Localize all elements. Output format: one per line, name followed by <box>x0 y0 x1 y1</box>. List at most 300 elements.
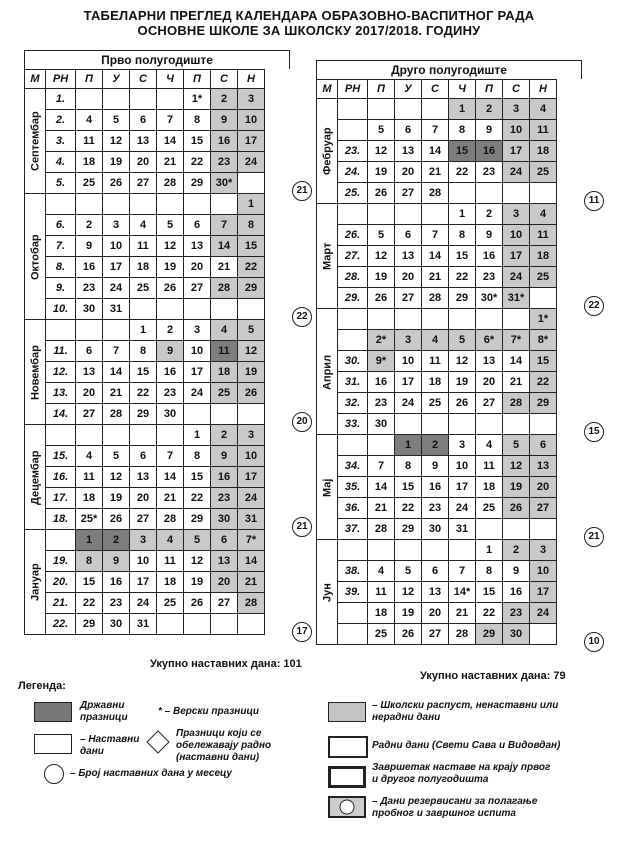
week-number <box>338 540 368 561</box>
legend-working-days: Радни дани (Свети Сава и Видовдан) <box>372 740 561 751</box>
day-cell: 20 <box>476 372 503 393</box>
week-number: 9. <box>46 278 76 299</box>
day-cell: 3 <box>238 425 265 446</box>
day-cell: 21 <box>368 498 395 519</box>
title-line-1: ТАБЕЛАРНИ ПРЕГЛЕД КАЛЕНДАРА ОБРАЗОВНО-ВАСПИТНОГ РАДА <box>83 8 535 23</box>
day-cell: 21 <box>211 257 238 278</box>
week-number: 26. <box>338 225 368 246</box>
day-cell <box>368 540 395 561</box>
day-cell: 5 <box>238 320 265 341</box>
day-cell: 22 <box>476 603 503 624</box>
day-cell: 25 <box>211 383 238 404</box>
day-cell: 20 <box>211 572 238 593</box>
day-cell: 19 <box>103 488 130 509</box>
day-cell: 26 <box>368 183 395 204</box>
day-cell <box>130 89 157 110</box>
day-cell <box>368 309 395 330</box>
day-cell: 18 <box>368 603 395 624</box>
day-cell: 17 <box>238 467 265 488</box>
day-cell: 31* <box>503 288 530 309</box>
day-cell: 31 <box>449 519 476 540</box>
day-cell: 14 <box>211 236 238 257</box>
day-cell: 29 <box>184 509 211 530</box>
day-cell: 1 <box>130 320 157 341</box>
day-cell <box>103 320 130 341</box>
day-cell: 24 <box>530 603 557 624</box>
day-cell: 21 <box>103 383 130 404</box>
day-cell: 13 <box>184 236 211 257</box>
month-label: Јун <box>317 540 338 645</box>
day-cell: 25 <box>130 278 157 299</box>
legend-teaching-days: – Наставни дани <box>80 734 140 757</box>
day-cell: 13 <box>130 131 157 152</box>
day-cell: 15 <box>530 351 557 372</box>
day-cell: 29 <box>449 288 476 309</box>
day-cell: 29 <box>238 278 265 299</box>
day-cell: 22 <box>395 498 422 519</box>
table-row <box>317 561 557 582</box>
column-header: РН <box>46 70 76 89</box>
column-header: П <box>476 80 503 99</box>
day-cell <box>130 425 157 446</box>
day-cell: 31 <box>103 299 130 320</box>
day-cell <box>130 299 157 320</box>
table-row <box>25 551 265 572</box>
day-cell: 6* <box>476 330 503 351</box>
week-number: 18. <box>46 509 76 530</box>
day-cell: 2 <box>211 425 238 446</box>
day-cell: 21 <box>238 572 265 593</box>
table-row <box>25 383 265 404</box>
day-cell <box>422 99 449 120</box>
day-cell: 19 <box>449 372 476 393</box>
day-cell: 29 <box>130 404 157 425</box>
month-count-circle: 21 <box>292 517 312 537</box>
day-cell: 31 <box>238 509 265 530</box>
day-cell: 3 <box>395 330 422 351</box>
column-header: С <box>422 80 449 99</box>
day-cell: 15 <box>184 131 211 152</box>
day-cell: 1* <box>184 89 211 110</box>
day-cell: 14 <box>238 551 265 572</box>
day-cell: 29 <box>395 519 422 540</box>
day-cell: 4 <box>530 99 557 120</box>
week-number: 14. <box>46 404 76 425</box>
table-row <box>317 351 557 372</box>
table-row <box>317 456 557 477</box>
day-cell: 9 <box>211 446 238 467</box>
day-cell: 20 <box>130 152 157 173</box>
day-cell: 30 <box>103 614 130 635</box>
day-cell: 23 <box>476 267 503 288</box>
table-row <box>25 530 265 551</box>
day-cell: 26 <box>103 173 130 194</box>
day-cell: 30 <box>368 414 395 435</box>
day-cell: 11 <box>130 236 157 257</box>
first-semester-table <box>24 69 265 635</box>
table-row <box>317 99 557 120</box>
day-cell: 4 <box>76 110 103 131</box>
month-label: Октобар <box>25 194 46 320</box>
week-number: 30. <box>338 351 368 372</box>
week-number: 24. <box>338 162 368 183</box>
day-cell: 7 <box>157 446 184 467</box>
day-cell: 12 <box>238 341 265 362</box>
week-number: 7. <box>46 236 76 257</box>
day-cell: 3 <box>130 530 157 551</box>
day-cell: 21 <box>422 162 449 183</box>
week-number <box>46 320 76 341</box>
day-cell: 12 <box>103 467 130 488</box>
week-number: 23. <box>338 141 368 162</box>
month-label: Април <box>317 309 338 435</box>
day-cell: 24 <box>449 498 476 519</box>
column-header: С <box>211 70 238 89</box>
day-cell: 9 <box>103 551 130 572</box>
table-header-row <box>317 80 557 99</box>
day-cell: 2 <box>76 215 103 236</box>
day-cell: 21 <box>422 267 449 288</box>
day-cell: 7 <box>368 456 395 477</box>
week-number: 10. <box>46 299 76 320</box>
day-cell: 23 <box>211 152 238 173</box>
week-number: 15. <box>46 446 76 467</box>
second-semester-table <box>316 79 557 645</box>
day-cell: 10 <box>238 446 265 467</box>
week-number: 27. <box>338 246 368 267</box>
day-cell: 24 <box>238 152 265 173</box>
day-cell <box>184 299 211 320</box>
day-cell: 15 <box>449 246 476 267</box>
day-cell: 28 <box>211 278 238 299</box>
day-cell: 6 <box>130 110 157 131</box>
table-row <box>317 225 557 246</box>
day-cell: 22 <box>449 162 476 183</box>
day-cell <box>476 183 503 204</box>
day-cell: 14 <box>157 467 184 488</box>
day-cell: 12 <box>368 246 395 267</box>
day-cell: 13 <box>395 141 422 162</box>
day-cell: 12 <box>449 351 476 372</box>
week-number: 3. <box>46 131 76 152</box>
table-row <box>25 299 265 320</box>
day-cell: 16 <box>211 467 238 488</box>
day-cell <box>530 288 557 309</box>
day-cell: 25* <box>76 509 103 530</box>
end-of-term-swatch <box>328 766 366 788</box>
table-row <box>25 341 265 362</box>
day-cell: 27 <box>184 278 211 299</box>
day-cell: 13 <box>76 362 103 383</box>
table-row <box>25 278 265 299</box>
day-cell <box>449 309 476 330</box>
legend-count-circle: – Број наставних дана у месецу <box>70 768 232 779</box>
day-cell <box>238 404 265 425</box>
day-cell: 23 <box>211 488 238 509</box>
day-cell: 12 <box>503 456 530 477</box>
day-cell <box>184 404 211 425</box>
day-cell: 20 <box>530 477 557 498</box>
table-row <box>317 582 557 603</box>
day-cell: 5 <box>503 435 530 456</box>
table-row <box>25 215 265 236</box>
day-cell <box>368 99 395 120</box>
day-cell: 3 <box>238 89 265 110</box>
day-cell: 6 <box>76 341 103 362</box>
month-label: Март <box>317 204 338 309</box>
day-cell: 4 <box>76 446 103 467</box>
table-row <box>25 152 265 173</box>
table-row <box>317 288 557 309</box>
day-cell <box>422 204 449 225</box>
day-cell: 13 <box>476 351 503 372</box>
day-cell: 15 <box>449 141 476 162</box>
table-row <box>25 488 265 509</box>
table-row <box>25 404 265 425</box>
state-holiday-swatch <box>34 702 72 722</box>
day-cell: 26 <box>503 498 530 519</box>
day-cell: 28 <box>422 183 449 204</box>
month-count-circle: 11 <box>584 191 604 211</box>
day-cell: 27 <box>395 183 422 204</box>
day-cell: 28 <box>449 624 476 645</box>
day-cell: 29 <box>76 614 103 635</box>
day-cell: 8 <box>395 456 422 477</box>
day-cell <box>530 183 557 204</box>
month-count-circle: 21 <box>292 181 312 201</box>
day-cell: 2 <box>422 435 449 456</box>
week-number: 8. <box>46 257 76 278</box>
day-cell <box>395 540 422 561</box>
day-cell: 2 <box>476 99 503 120</box>
day-cell: 14* <box>449 582 476 603</box>
week-number: 20. <box>46 572 76 593</box>
day-cell: 6 <box>184 215 211 236</box>
day-cell: 28 <box>503 393 530 414</box>
column-header: У <box>103 70 130 89</box>
day-cell: 27 <box>395 288 422 309</box>
day-cell <box>211 299 238 320</box>
day-cell: 4 <box>211 320 238 341</box>
day-cell: 1 <box>395 435 422 456</box>
day-cell <box>238 173 265 194</box>
day-cell: 9 <box>503 561 530 582</box>
day-cell: 24 <box>503 162 530 183</box>
column-header: С <box>503 80 530 99</box>
day-cell: 25 <box>157 593 184 614</box>
day-cell: 2 <box>476 204 503 225</box>
day-cell: 12 <box>103 131 130 152</box>
month-count-circle: 22 <box>584 296 604 316</box>
day-cell <box>395 99 422 120</box>
month-count-circle: 21 <box>584 527 604 547</box>
week-number <box>46 425 76 446</box>
day-cell: 19 <box>503 477 530 498</box>
day-cell: 27 <box>130 509 157 530</box>
first-semester-total: Укупно наставних дана: 101 <box>150 658 302 670</box>
day-cell: 1 <box>476 540 503 561</box>
table-row <box>317 330 557 351</box>
day-cell: 17 <box>184 362 211 383</box>
table-row <box>317 246 557 267</box>
day-cell: 4 <box>157 530 184 551</box>
legend-school-break: – Школски распуст, ненаставни или нерадни дани <box>372 700 559 723</box>
day-cell: 27 <box>422 624 449 645</box>
day-cell: 14 <box>157 131 184 152</box>
day-cell: 15 <box>395 477 422 498</box>
day-cell: 1 <box>238 194 265 215</box>
table-row <box>317 540 557 561</box>
week-number <box>338 603 368 624</box>
day-cell: 22 <box>130 383 157 404</box>
week-number: 11. <box>46 341 76 362</box>
day-cell <box>211 194 238 215</box>
day-cell: 5 <box>449 330 476 351</box>
column-header: У <box>395 80 422 99</box>
day-cell: 13 <box>395 246 422 267</box>
day-cell: 14 <box>368 477 395 498</box>
table-row <box>317 183 557 204</box>
day-cell: 21 <box>449 603 476 624</box>
day-cell: 23 <box>76 278 103 299</box>
day-cell: 18 <box>157 572 184 593</box>
day-cell: 8 <box>449 225 476 246</box>
table-row <box>317 120 557 141</box>
table-row <box>317 267 557 288</box>
table-row <box>25 257 265 278</box>
table-row <box>317 477 557 498</box>
day-cell: 29 <box>184 173 211 194</box>
day-cell: 25 <box>76 173 103 194</box>
day-cell: 22 <box>530 372 557 393</box>
week-number <box>338 120 368 141</box>
day-cell: 27 <box>530 498 557 519</box>
day-cell: 24 <box>103 278 130 299</box>
day-cell: 18 <box>211 362 238 383</box>
day-cell: 10 <box>103 236 130 257</box>
observed-holiday-icon <box>146 730 170 754</box>
day-cell: 15 <box>130 362 157 383</box>
week-number: 36. <box>338 498 368 519</box>
day-cell <box>211 404 238 425</box>
day-cell: 16 <box>211 131 238 152</box>
column-header: Ч <box>157 70 184 89</box>
day-cell: 6 <box>530 435 557 456</box>
day-cell: 5 <box>103 110 130 131</box>
day-cell: 18 <box>76 152 103 173</box>
day-cell <box>184 614 211 635</box>
day-cell: 26 <box>368 288 395 309</box>
day-cell: 19 <box>184 572 211 593</box>
day-cell: 18 <box>476 477 503 498</box>
day-cell: 9 <box>211 110 238 131</box>
day-cell: 17 <box>395 372 422 393</box>
table-row <box>25 131 265 152</box>
day-cell: 30 <box>422 519 449 540</box>
day-cell: 1 <box>76 530 103 551</box>
day-cell: 8 <box>184 110 211 131</box>
day-cell: 14 <box>503 351 530 372</box>
month-label: Мај <box>317 435 338 540</box>
day-cell: 18 <box>422 372 449 393</box>
school-break-swatch <box>328 702 366 722</box>
week-number <box>338 435 368 456</box>
day-cell: 15 <box>184 467 211 488</box>
day-cell <box>157 425 184 446</box>
month-count-circle: 15 <box>584 422 604 442</box>
day-cell: 17 <box>503 141 530 162</box>
day-cell: 8 <box>449 120 476 141</box>
table-row <box>25 236 265 257</box>
week-number: 2. <box>46 110 76 131</box>
table-row <box>25 593 265 614</box>
day-cell: 28 <box>103 404 130 425</box>
table-row <box>25 194 265 215</box>
day-cell: 6 <box>130 446 157 467</box>
day-cell: 21 <box>503 372 530 393</box>
day-cell: 11 <box>422 351 449 372</box>
day-cell <box>76 320 103 341</box>
day-cell: 10 <box>238 110 265 131</box>
day-cell: 17 <box>530 582 557 603</box>
day-cell: 23 <box>368 393 395 414</box>
month-label: Децембар <box>25 425 46 530</box>
day-cell: 27 <box>130 173 157 194</box>
day-cell: 26 <box>449 393 476 414</box>
day-cell: 2 <box>157 320 184 341</box>
day-cell: 19 <box>368 162 395 183</box>
column-header: П <box>184 70 211 89</box>
week-number: 12. <box>46 362 76 383</box>
day-cell <box>449 540 476 561</box>
day-cell <box>503 519 530 540</box>
day-cell <box>476 414 503 435</box>
day-cell: 7 <box>449 561 476 582</box>
day-cell: 4 <box>422 330 449 351</box>
day-cell: 30* <box>211 173 238 194</box>
day-cell: 14 <box>103 362 130 383</box>
table-row <box>25 320 265 341</box>
day-cell: 28 <box>422 288 449 309</box>
day-cell: 11 <box>76 467 103 488</box>
week-number: 37. <box>338 519 368 540</box>
day-cell: 1 <box>449 204 476 225</box>
month-label: Фебруар <box>317 99 338 204</box>
day-cell: 15 <box>476 582 503 603</box>
day-cell: 17 <box>449 477 476 498</box>
day-cell: 16 <box>368 372 395 393</box>
day-cell: 17 <box>238 131 265 152</box>
month-label: Новембар <box>25 320 46 425</box>
day-cell: 28 <box>238 593 265 614</box>
day-cell: 3 <box>503 99 530 120</box>
day-cell: 6 <box>211 530 238 551</box>
day-cell: 20 <box>422 603 449 624</box>
day-cell: 14 <box>422 141 449 162</box>
day-cell <box>503 183 530 204</box>
day-cell: 11 <box>530 120 557 141</box>
day-cell <box>503 309 530 330</box>
day-cell: 1 <box>449 99 476 120</box>
day-cell: 26 <box>157 278 184 299</box>
day-cell: 4 <box>130 215 157 236</box>
day-cell: 5 <box>395 561 422 582</box>
column-header: С <box>130 70 157 89</box>
table-row <box>317 162 557 183</box>
day-cell: 2* <box>368 330 395 351</box>
day-cell: 25 <box>368 624 395 645</box>
day-cell: 19 <box>103 152 130 173</box>
